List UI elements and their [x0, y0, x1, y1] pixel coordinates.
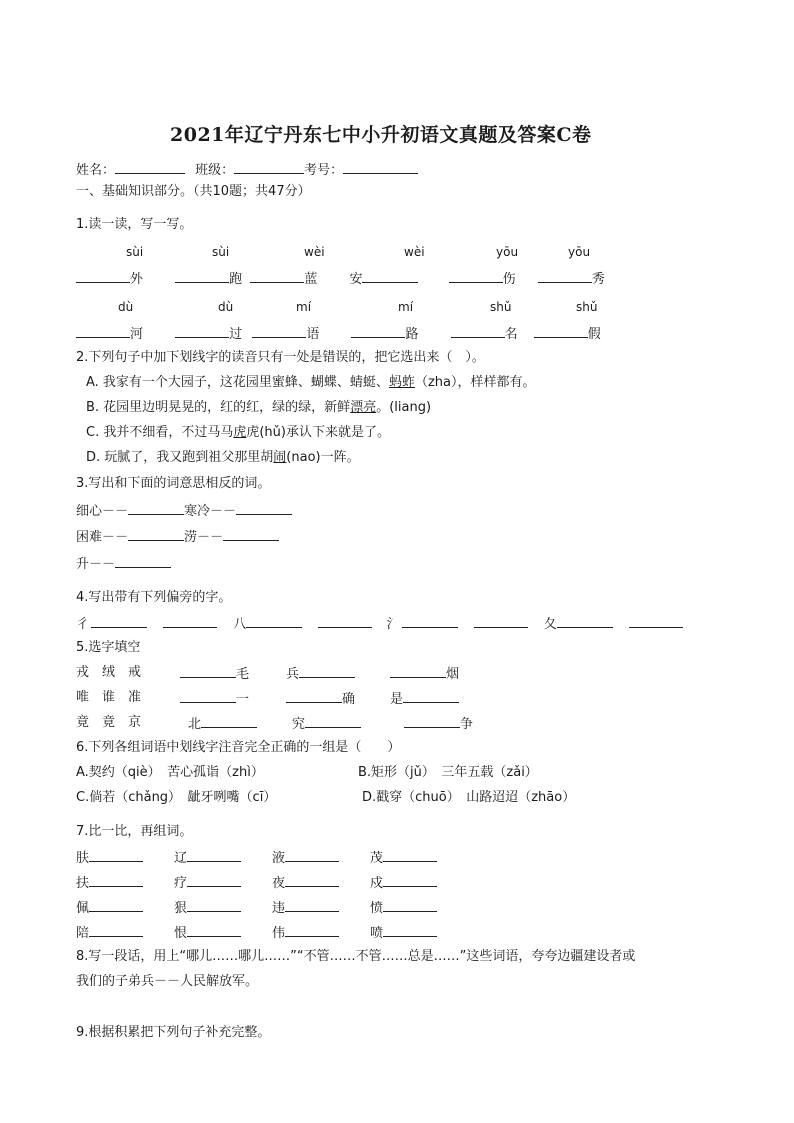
- blank[interactable]: [115, 555, 171, 568]
- word-row-1: [76, 270, 605, 288]
- blank[interactable]: [89, 899, 143, 912]
- question-5-prompt: 5.选字填空: [76, 640, 141, 655]
- word: 语: [306, 327, 320, 342]
- blank[interactable]: [89, 924, 143, 937]
- word: 安: [349, 272, 363, 287]
- blank[interactable]: [201, 715, 257, 728]
- blank[interactable]: [76, 270, 130, 283]
- word-row-2: [76, 325, 601, 343]
- option-c[interactable]: C. 我并不细看，不过马马虎虎(hǔ)承认下来就是了。: [86, 425, 390, 440]
- question-6-prompt: 6.下列各组词语中划线字注音完全正确的一组是（ ）: [76, 740, 401, 755]
- blank[interactable]: [383, 899, 437, 912]
- blank[interactable]: [91, 615, 147, 628]
- word: 假: [587, 327, 601, 342]
- blank[interactable]: [187, 924, 241, 937]
- blank[interactable]: [318, 615, 372, 628]
- blank[interactable]: [402, 615, 458, 628]
- question-2-prompt: 2.下列句子中加下划线字的读音只有一处是错误的，把它选出来（ ）。: [76, 350, 485, 365]
- blank[interactable]: [128, 528, 184, 541]
- word: 秀: [591, 272, 605, 287]
- class-label: 班级：: [195, 163, 235, 178]
- blank[interactable]: [236, 502, 292, 515]
- name-blank[interactable]: [115, 161, 185, 174]
- pinyin: shǔ: [490, 300, 512, 314]
- blank[interactable]: [187, 849, 241, 862]
- option-d[interactable]: D.戳穿（chuō） 山路迢迢（zhāo）: [362, 790, 576, 805]
- blank[interactable]: [557, 615, 613, 628]
- blank[interactable]: [286, 690, 342, 703]
- blank[interactable]: [285, 874, 339, 887]
- word: 蓝: [304, 272, 318, 287]
- pinyin: wèi: [404, 245, 425, 259]
- radical-row: 彳 八 氵 夂: [76, 615, 683, 633]
- blank[interactable]: [403, 690, 459, 703]
- pinyin: yōu: [568, 245, 591, 259]
- section-heading: 一、基础知识部分。（共10题；共47分）: [76, 184, 311, 199]
- blank[interactable]: [187, 899, 241, 912]
- blank[interactable]: [362, 270, 418, 283]
- char-group: 竟 竟 京: [76, 715, 142, 730]
- option-b[interactable]: B. 花园里边明晃晃的，红的红，绿的绿，新鲜漂亮。(liang): [86, 400, 432, 415]
- blank[interactable]: [285, 899, 339, 912]
- blank[interactable]: [175, 270, 229, 283]
- blank[interactable]: [175, 325, 229, 338]
- blank[interactable]: [76, 325, 130, 338]
- char-group: 戎 绒 戒: [76, 665, 142, 680]
- blank[interactable]: [180, 665, 236, 678]
- number-blank[interactable]: [343, 161, 418, 174]
- pinyin: sùi: [212, 245, 230, 259]
- blank[interactable]: [299, 665, 355, 678]
- question-9-prompt: 9.根据积累把下列句子补充完整。: [76, 1025, 271, 1040]
- blank[interactable]: [449, 270, 503, 283]
- option-b[interactable]: B.矩形（jǔ） 三年五载（zǎi）: [358, 765, 538, 780]
- question-4-prompt: 4.写出带有下列偏旁的字。: [76, 590, 232, 605]
- pinyin: dù: [118, 300, 134, 314]
- blank[interactable]: [305, 715, 361, 728]
- blank[interactable]: [163, 615, 217, 628]
- word: 名: [504, 327, 518, 342]
- blank[interactable]: [223, 528, 279, 541]
- word: 伤: [502, 272, 516, 287]
- word: 过: [229, 327, 243, 342]
- question-3-prompt: 3.写出和下面的词意思相反的词。: [76, 476, 271, 491]
- blank[interactable]: [252, 325, 306, 338]
- pinyin: dù: [218, 300, 234, 314]
- blank[interactable]: [187, 874, 241, 887]
- pinyin: wèi: [304, 245, 325, 259]
- question-8-line-1: 8.写一段话，用上“哪儿……哪儿……”“不管……不管……总是……”这些词语，夸夸边疆建设者或: [76, 949, 636, 964]
- word: 跑: [229, 272, 243, 287]
- word: 外: [130, 272, 144, 287]
- blank[interactable]: [285, 849, 339, 862]
- blank[interactable]: [534, 325, 588, 338]
- page-title: 2021年辽宁丹东七中小升初语文真题及答案C卷: [170, 124, 592, 146]
- blank[interactable]: [89, 849, 143, 862]
- pinyin: yōu: [496, 245, 519, 259]
- pinyin: shǔ: [576, 300, 598, 314]
- blank[interactable]: [629, 615, 683, 628]
- name-label: 姓名：: [76, 163, 116, 178]
- blank[interactable]: [451, 325, 505, 338]
- number-label: 考号：: [304, 163, 344, 178]
- student-info-line: [76, 161, 418, 179]
- blank[interactable]: [404, 715, 460, 728]
- char-group: 唯 谁 准: [76, 690, 142, 705]
- option-c[interactable]: C.倘若（chǎng） 龇牙咧嘴（cī）: [76, 790, 277, 805]
- question-1-prompt: 1.读一读，写一写。: [76, 217, 193, 232]
- question-8-line-2: 我们的子弟兵－－人民解放军。: [76, 974, 259, 989]
- blank[interactable]: [246, 615, 302, 628]
- blank[interactable]: [250, 270, 304, 283]
- pinyin: sùi: [126, 245, 144, 259]
- question-7-prompt: 7.比一比，再组词。: [76, 824, 193, 839]
- pinyin: mí: [398, 300, 414, 314]
- blank[interactable]: [383, 924, 437, 937]
- word: 路: [405, 327, 419, 342]
- blank[interactable]: [474, 615, 528, 628]
- pinyin: mí: [296, 300, 312, 314]
- blank[interactable]: [89, 874, 143, 887]
- blank[interactable]: [180, 690, 236, 703]
- blank[interactable]: [351, 325, 405, 338]
- blank[interactable]: [128, 502, 184, 515]
- blank[interactable]: [383, 849, 437, 862]
- antonym-row: 升－－: [76, 555, 171, 573]
- option-a[interactable]: A.契约（qiè） 苦心孤诣（zhì）: [76, 765, 264, 780]
- antonym-row: 困难－－ 涝－－: [76, 528, 279, 546]
- blank[interactable]: [390, 665, 446, 678]
- antonym-row: 细心－－ 寒冷－－: [76, 502, 292, 520]
- blank[interactable]: [285, 924, 339, 937]
- blank[interactable]: [538, 270, 592, 283]
- option-d[interactable]: D. 玩腻了，我又跑到祖父那里胡闹(nao)一阵。: [86, 450, 360, 465]
- option-a[interactable]: A. 我家有一个大园子，这花园里蜜蜂、蝴蝶、蜻蜓、蚂蚱（zha），样样都有。: [86, 375, 536, 390]
- class-blank[interactable]: [234, 161, 304, 174]
- word: 河: [130, 327, 144, 342]
- blank[interactable]: [383, 874, 437, 887]
